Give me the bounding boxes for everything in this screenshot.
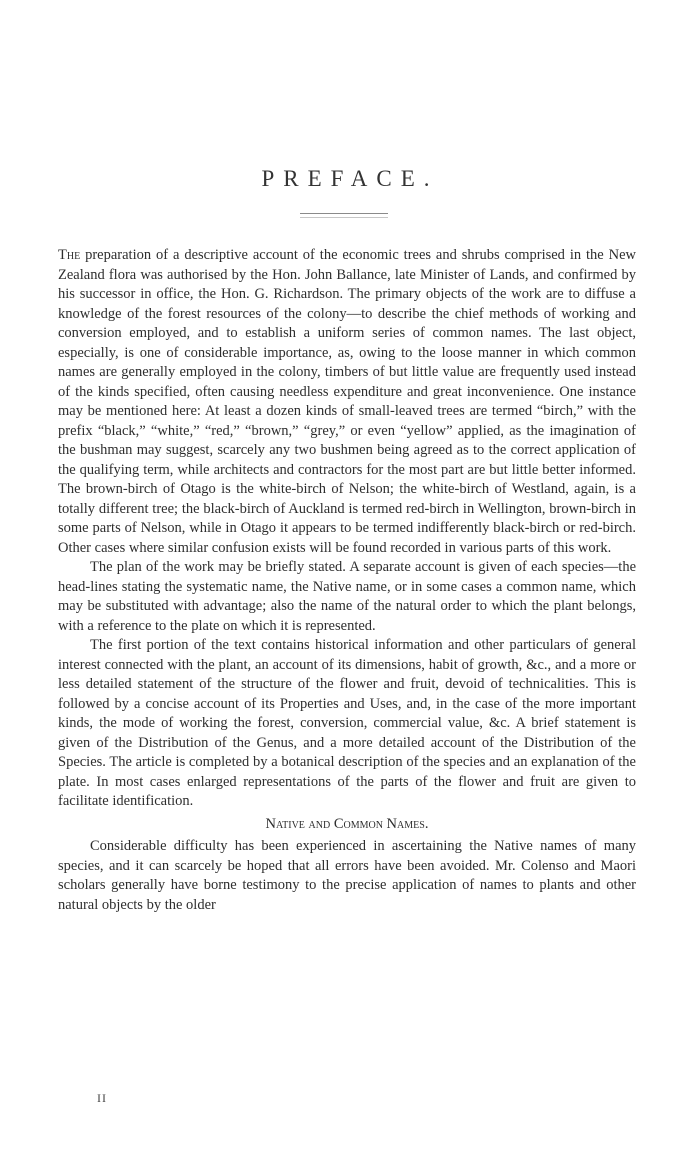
page-title: PREFACE. [261, 166, 439, 191]
paragraph-4: Considerable difficulty has been experienced in ascertaining the Native names of many species, and it can scarcely be hoped that all errors have been avoided. Mr. Colenso and Maori scholars generally have borne testimony to the precise application of names to plants and other natural objects by the older [58, 838, 636, 913]
title-divider [300, 213, 388, 218]
paragraph-3: The first portion of the text contains historical information and other particulars of general interest connected with the plant, an account of its dimensions, habit of growth, &c., and a more or less detailed statement of the structure of the flower and fruit, devoid of technicalities. This is followed by a concise account of its Properties and Uses, and, in the case of the more important kinds, the mode of working the forest, conversion, commercial value, &c. A brief statement is given of the Distribution of the Genus, and a more detailed account of the Distribution of the Species. The article is completed by a botanical description of the species and an explanation of the plate. In most cases enlarged representations of the parts of the flower and fruit are given to facilitate identification. [58, 637, 636, 809]
paragraph-1-text: preparation of a descriptive account of the economic trees and shrubs comprised in the New Zealand flora was authorised by the Hon. John Ballance, late Minister of Lands, and confirmed by his successor in office, the Hon. G. Richardson. The primary objects of the work are to diffuse a knowledge of the forest resources of the colony—to describe the chief methods of working and conversion employed, and to establish a uniform series of common names. The last object, especially, is one of considerable importance, as, owing to the loose manner in which common names are generally employed in the colony, timbers of but little value are frequently used instead of the kinds specified, often causing needless expenditure and great inconvenience. One instance may be mentioned here: At least a dozen kinds of small-leaved trees are termed “birch,” with the prefix “black,” “white,” “red,” “brown,” “grey,” or even “yellow” applied, as the imagination of the bushman may suggest, scarcely any two bushmen being agreed as to the correct application of the qualifying term, while architects and contractors for the most part are but little better informed. The brown-birch of Otago is the white-birch of Nelson; the white-birch of Westland, again, is a totally different tree; the black-birch of Auckland is termed red-birch in Wellington, brown-birch in some parts of Nelson, while in Otago it appears to be termed indifferently black-birch or red-birch. Other cases where similar confusion exists will be found recorded in various parts of this work. [58, 247, 636, 556]
paragraph-1-lead: The [58, 247, 81, 263]
section-heading: Native and Common Names. [265, 815, 429, 832]
signature-mark: II [97, 1091, 107, 1105]
preface-body [58, 246, 636, 915]
paragraph-1 [58, 246, 636, 558]
paragraph-2: The plan of the work may be briefly stated. A separate account is given of each species—the head-lines stating the systematic name, the Native name, or in some cases a common name, which may be substituted with advantage; also the name of the natural order to which the plant belongs, with a reference to the plate on which it is represented. [58, 559, 636, 634]
